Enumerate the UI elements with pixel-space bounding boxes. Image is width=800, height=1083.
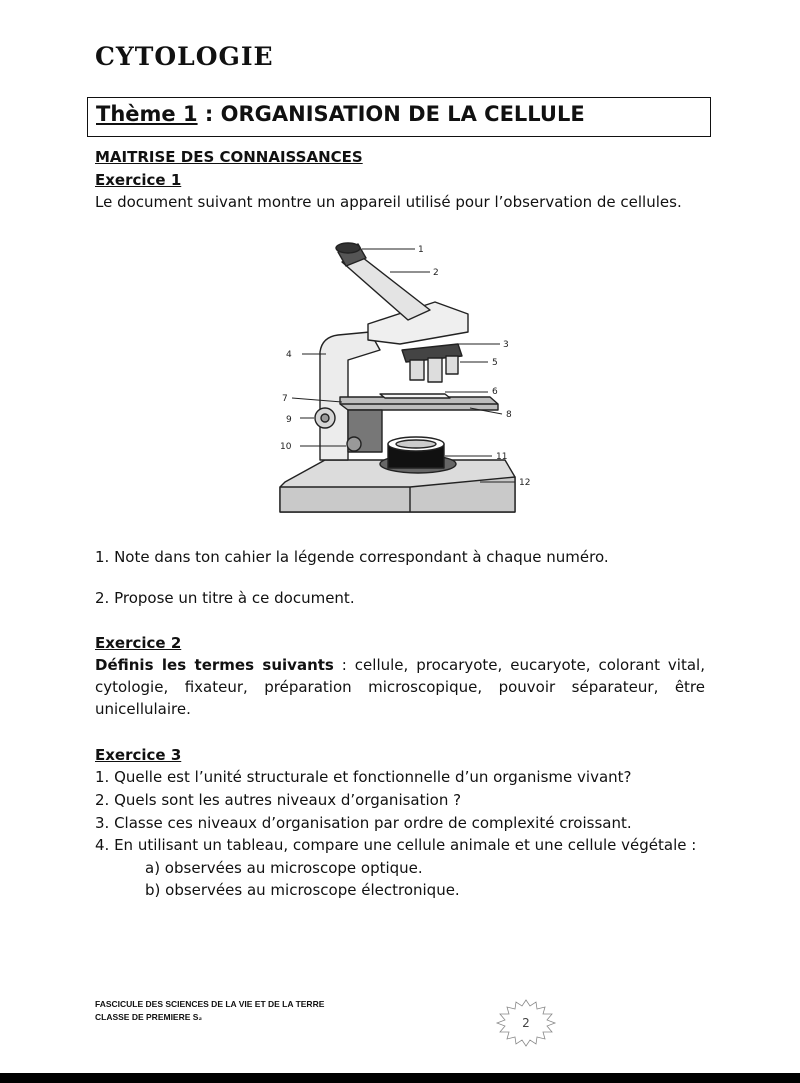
bottom-bar	[0, 1073, 800, 1083]
exercise-2-heading: Exercice 2	[95, 634, 182, 652]
legend-number-10: 10	[280, 442, 292, 452]
legend-number-5: 5	[492, 358, 498, 368]
legend-number-6: 6	[492, 387, 498, 397]
exercise-3-heading: Exercice 3	[95, 746, 182, 764]
exercise-3-question-4: 4. En utilisant un tableau, compare une cellule animale et une cellule végétale :	[95, 836, 697, 854]
legend-number-11: 11	[496, 452, 508, 462]
theme-title: ORGANISATION DE LA CELLULE	[220, 102, 585, 126]
exercise-2-terms: : cellule, procaryote, eucaryote, colorant vital, cytologie, fixateur, préparation microscopique, pouvoir séparateur, être unicellulaire.	[95, 656, 705, 718]
legend-number-3: 3	[503, 340, 509, 350]
legend-number-8: 8	[506, 410, 512, 420]
legend-number-2: 2	[433, 268, 439, 278]
exercise-2-text	[95, 654, 705, 720]
exercise-3-question-2: 2. Quels sont les autres niveaux d’organisation ?	[95, 791, 462, 809]
theme-box	[87, 97, 711, 137]
exercise-3-question-1: 1. Quelle est l’unité structurale et fonctionnelle d’un organisme vivant?	[95, 768, 632, 786]
legend-number-1: 1	[418, 245, 424, 255]
legend-number-4: 4	[286, 350, 292, 360]
page-title: CYTOLOGIE	[95, 42, 274, 71]
exercise-2-lead: Définis les termes suivants	[95, 656, 334, 674]
footer	[95, 998, 324, 1024]
footer-line-1: FASCICULE DES SCIENCES DE LA VIE ET DE LA TERRE	[95, 999, 325, 1009]
page-number-badge	[490, 998, 562, 1048]
exercise-1-heading: Exercice 1	[95, 171, 182, 189]
page-number: 2	[522, 1016, 530, 1030]
footer-line-2: CLASSE DE PREMIERE S₂	[95, 1012, 203, 1022]
exercise-3-question-4b: b) observées au microscope électronique.	[145, 881, 460, 899]
theme-label: Thème 1	[96, 102, 198, 126]
theme-separator: :	[197, 102, 221, 126]
exercise-1-question-2: 2. Propose un titre à ce document.	[95, 589, 355, 607]
legend-number-12: 12	[519, 478, 531, 488]
exercise-3-question-3: 3. Classe ces niveaux d’organisation par ordre de complexité croissant.	[95, 814, 632, 832]
section-heading: MAITRISE DES CONNAISSANCES	[95, 148, 363, 166]
legend-number-7: 7	[282, 394, 288, 404]
microscope-figure	[230, 232, 570, 544]
exercise-3-question-4a: a) observées au microscope optique.	[145, 859, 423, 877]
exercise-1-question-1: 1. Note dans ton cahier la légende correspondant à chaque numéro.	[95, 548, 609, 566]
legend-number-9: 9	[286, 415, 292, 425]
exercise-1-intro: Le document suivant montre un appareil utilisé pour l’observation de cellules.	[95, 193, 682, 211]
